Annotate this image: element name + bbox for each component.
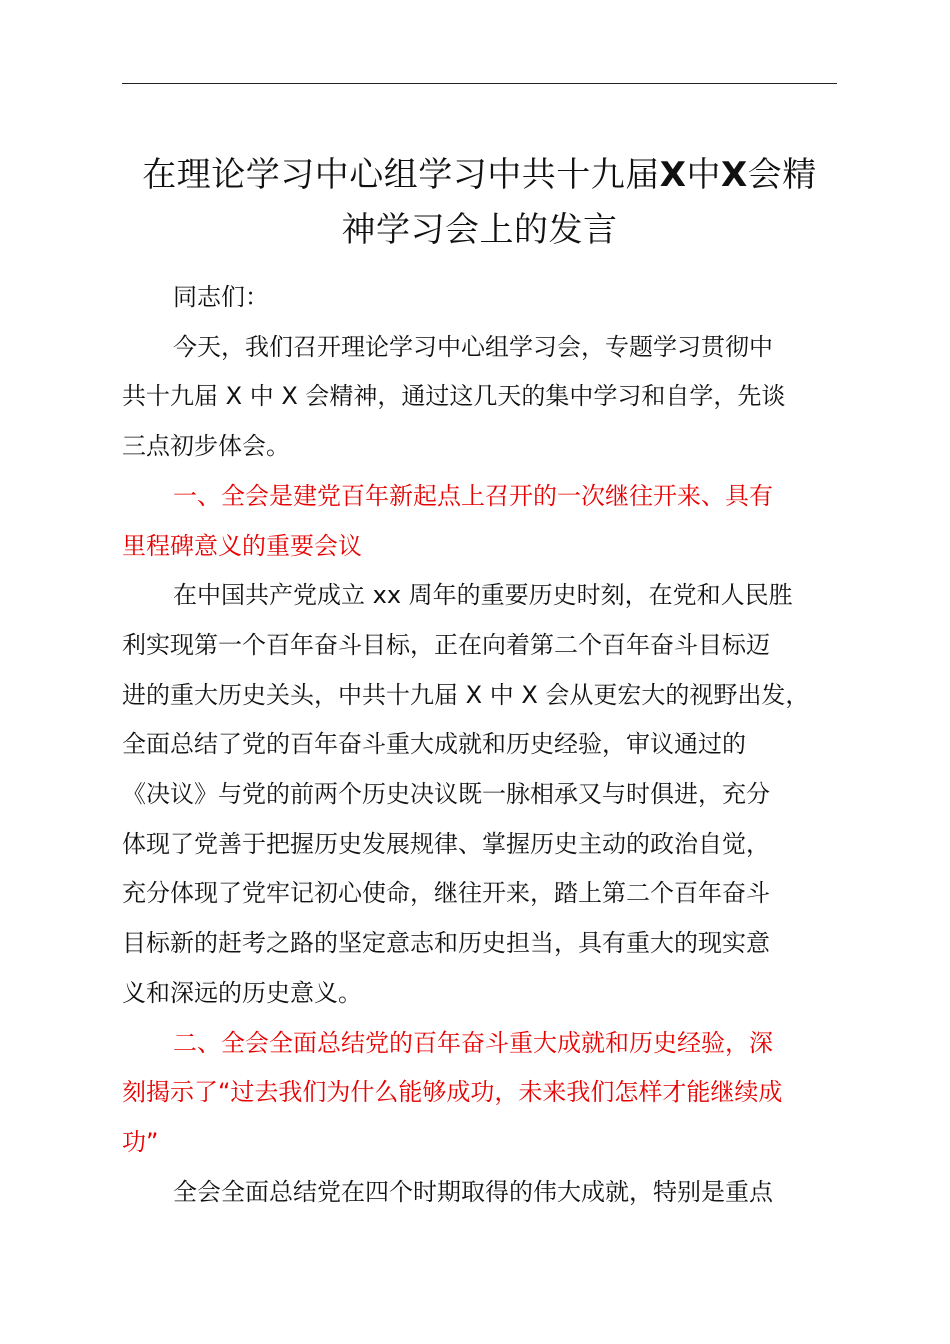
section-2-heading bbox=[122, 1019, 837, 1168]
section-2-heading-line: 刻揭示了“过去我们为什么能够成功，未来我们怎样才能继续成 bbox=[122, 1078, 783, 1107]
title-text-c: 会精 bbox=[747, 155, 817, 195]
section-1-body-line: 体现了党善于把握历史发展规律、掌握历史主动的政治自觉， bbox=[122, 829, 770, 858]
section-1-body-line: 进的重大历史关头，中共十九届 X 中 X 会从更宏大的视野出发， bbox=[122, 680, 810, 709]
salutation-text: 同志们： bbox=[173, 283, 269, 311]
title-text-b: 中 bbox=[686, 155, 721, 195]
intro-paragraph bbox=[122, 323, 837, 472]
intro-line: 共十九届 X 中 X 会精神，通过这几天的集中学习和自学，先谈 bbox=[122, 382, 786, 411]
section-1-body-line: 义和深远的历史意义。 bbox=[122, 978, 362, 1007]
title-line-1 bbox=[112, 148, 847, 203]
document-body bbox=[122, 273, 837, 1217]
section-1-body-line: 目标新的赶考之路的坚定意志和历史担当，具有重大的现实意 bbox=[122, 929, 770, 958]
section-2-heading-line: 功” bbox=[122, 1127, 159, 1156]
section-1-body-line: 全面总结了党的百年奋斗重大成就和历史经验，审议通过的 bbox=[122, 730, 746, 759]
title-x-1: X bbox=[659, 155, 687, 195]
section-2-body-line: 全会全面总结党在四个时期取得的伟大成就，特别是重点 bbox=[173, 1177, 773, 1206]
section-1-body-line: 在中国共产党成立 xx 周年的重要历史时刻，在党和人民胜 bbox=[173, 581, 793, 610]
section-1-body-line: 利实现第一个百年奋斗目标，正在向着第二个百年奋斗目标迈 bbox=[122, 630, 770, 659]
section-1-heading-line: 一、全会是建党百年新起点上召开的一次继往开来、具有 bbox=[173, 481, 773, 510]
section-1-body bbox=[122, 571, 837, 1018]
title-x-2: X bbox=[721, 155, 748, 195]
intro-line: 三点初步体会。 bbox=[122, 432, 290, 461]
section-1-body-line: 充分体现了党牢记初心使命，继往开来，踏上第二个百年奋斗 bbox=[122, 879, 770, 908]
section-2-heading-line: 二、全会全面总结党的百年奋斗重大成就和历史经验，深 bbox=[173, 1028, 773, 1057]
header-rule bbox=[122, 83, 837, 84]
section-1-body-line: 《决议》与党的前两个历史决议既一脉相承又与时俱进，充分 bbox=[122, 780, 770, 809]
salutation bbox=[122, 273, 837, 323]
section-1-heading-line: 里程碑意义的重要会议 bbox=[122, 531, 362, 560]
title-line-2: 神学习会上的发言 bbox=[341, 210, 618, 250]
section-2-body bbox=[122, 1168, 837, 1218]
document-title bbox=[112, 148, 847, 258]
section-1-heading bbox=[122, 472, 837, 571]
intro-line: 今天，我们召开理论学习中心组学习会，专题学习贯彻中 bbox=[173, 332, 773, 361]
title-text-a: 在理论学习中心组学习中共十九届 bbox=[142, 155, 660, 195]
